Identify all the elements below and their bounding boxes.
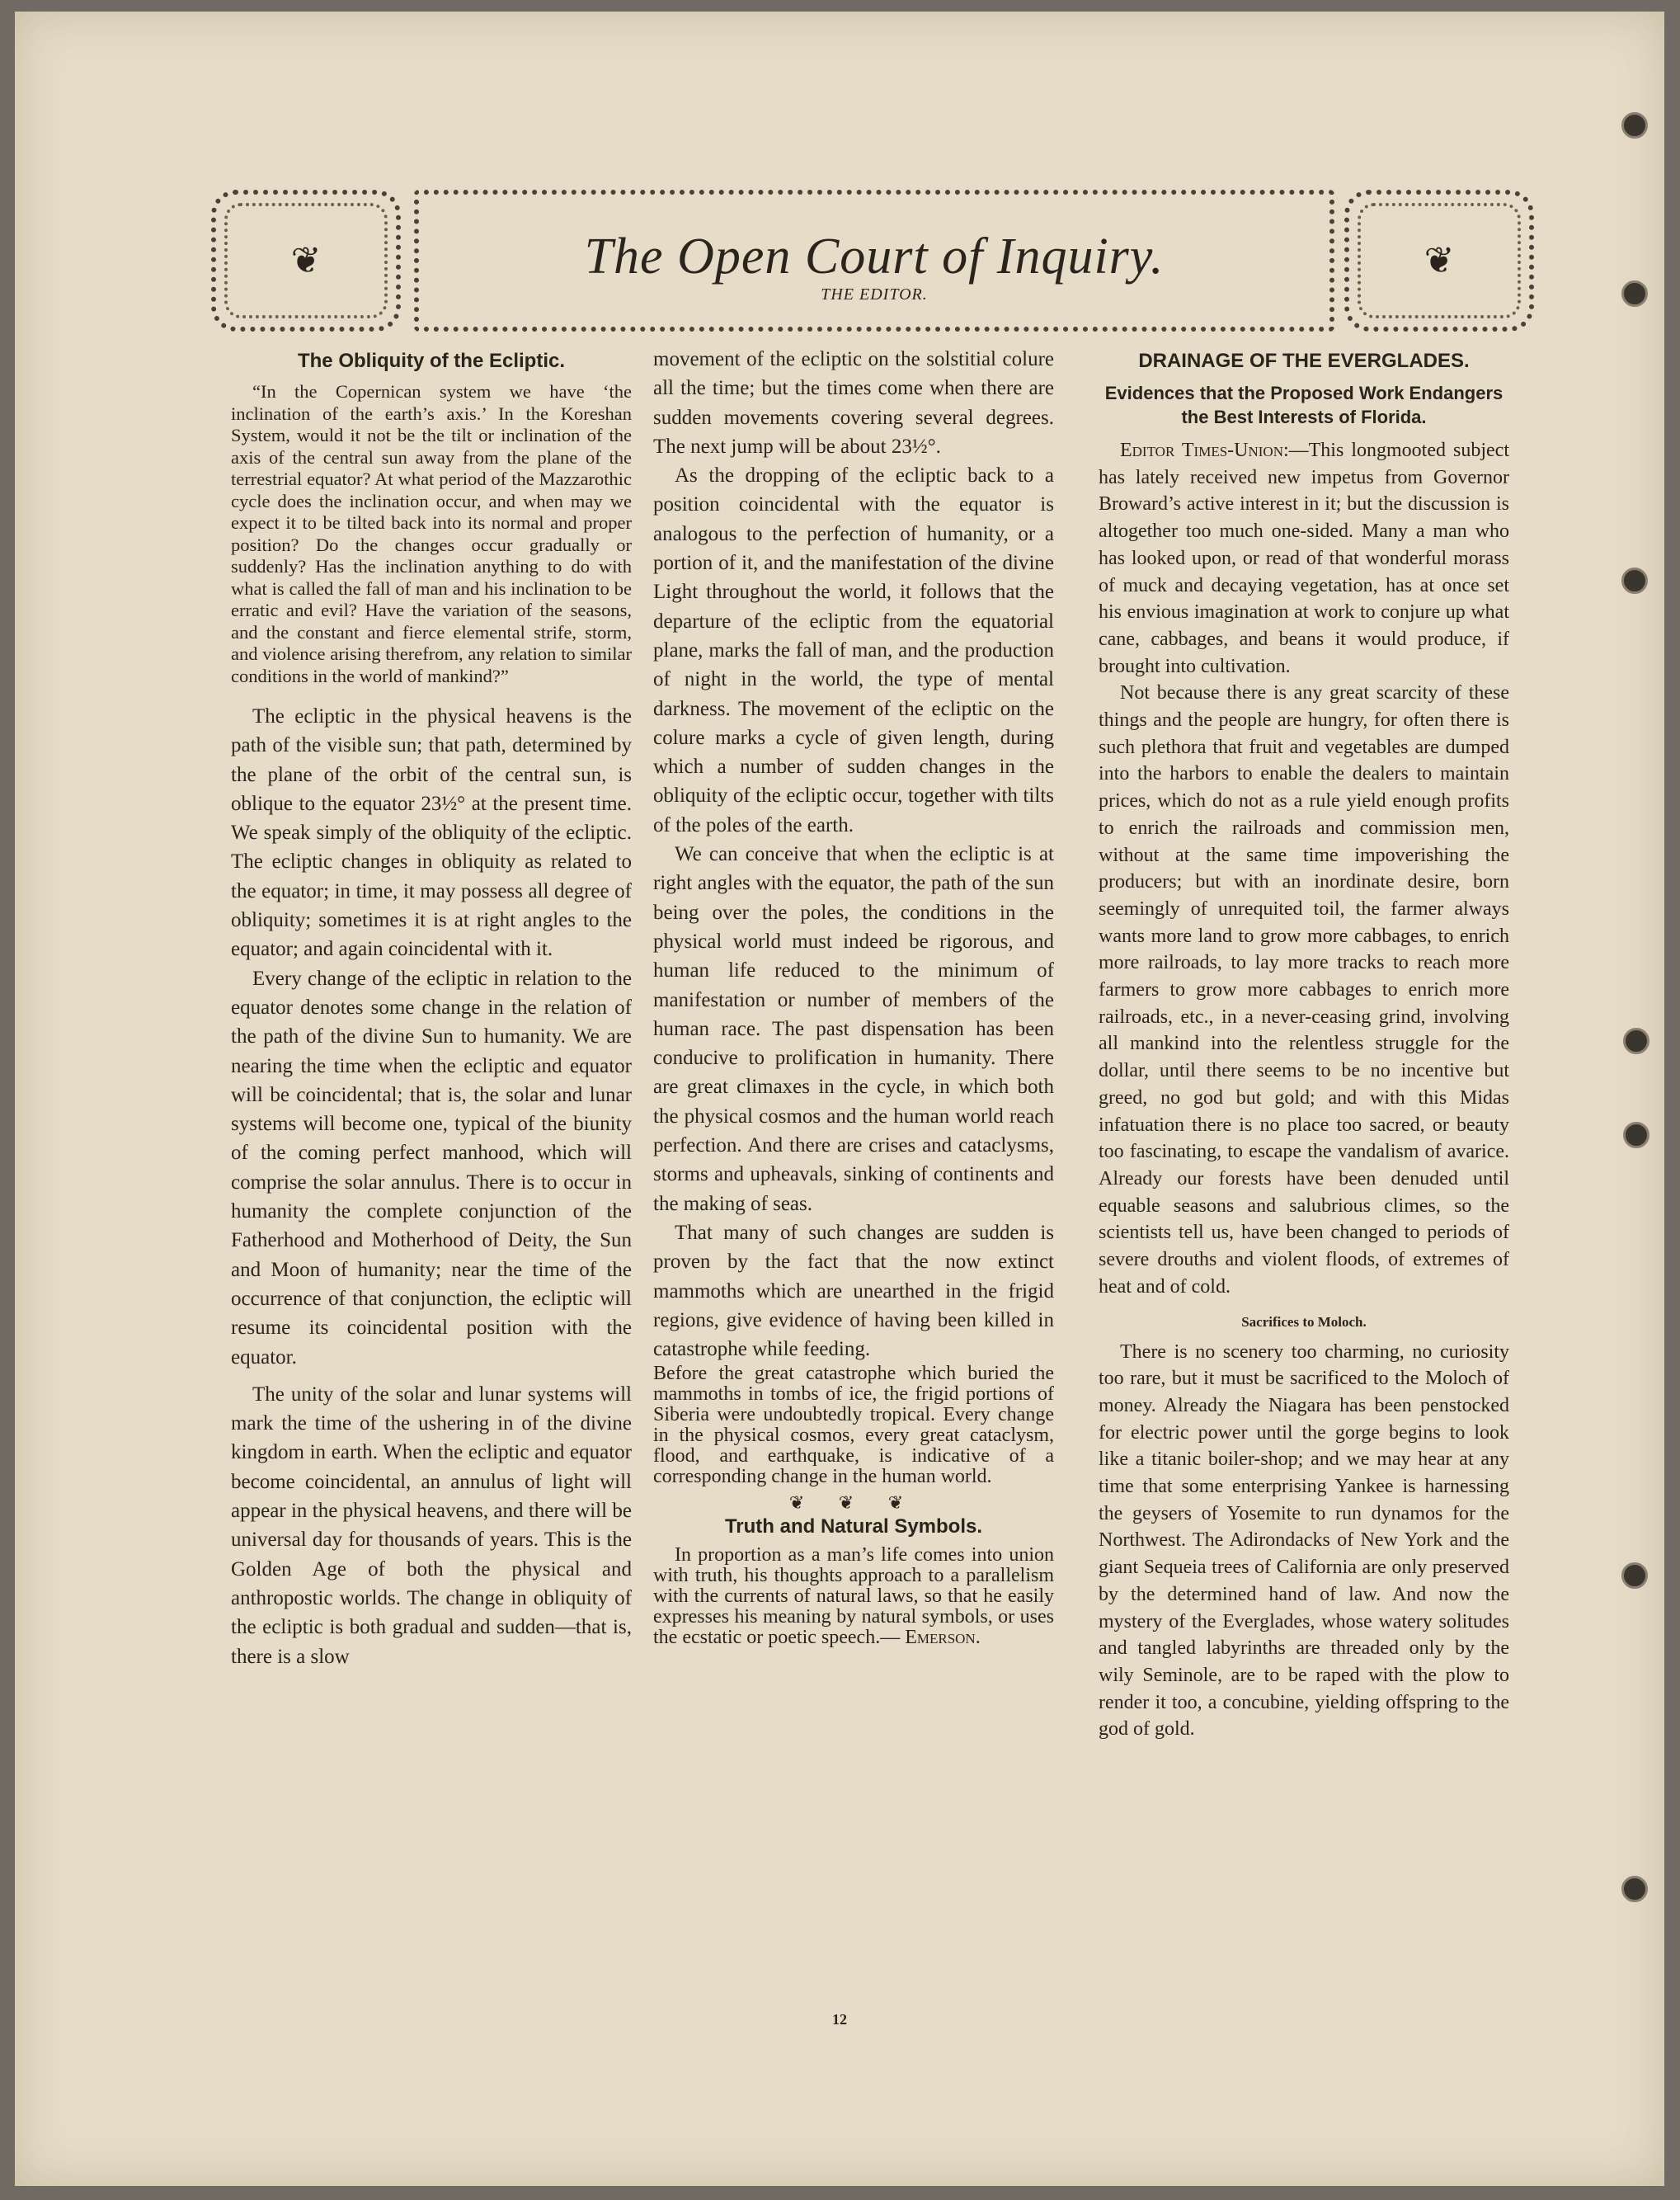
column-1 — [231, 345, 632, 1671]
paragraph: Every change of the ecliptic in relation to the equator denotes some change in the relation of the path of the divine Sun to humanity. We are nearing the time when the ecliptic and equator will be coincidental; that is, the solar and lunar systems will become one, typical of the biunity of the coming perfect manhood, which will comprise the solar annulus. There is to occur in humanity the complete conjunction of the Fatherhood and Motherhood of Deity, the Sun and Moon of humanity; near the time of the occurrence of that conjunction, the ecliptic will resume its coincidental position with the equator. — [231, 967, 632, 1369]
byline: THE EDITOR. — [821, 285, 928, 304]
paragraph: movement of the ecliptic on the solstitial colure all the time; but the times come when there are sudden movements covering several degrees. The next jump will be about 23½°. — [653, 348, 1054, 458]
header-ornament-right — [1344, 190, 1534, 332]
header-ornament-left — [211, 190, 401, 332]
emerson-quote — [653, 1545, 1054, 1648]
article-heading: Truth and Natural Symbols. — [724, 1515, 983, 1538]
article-subheading: Evidences that the Proposed Work Endangers the Best Interests of Florida. — [1104, 383, 1504, 427]
paragraph: That many of such changes are sudden is proven by the fact that the now extinct mammoths which are unearthed in the frigid regions, give evidence of having been killed in catastrophe while feeding. — [653, 1221, 1054, 1361]
paragraph: As the dropping of the ecliptic back to a position coincidental with the equator is analogous to the perfection of humanity, or a portion of it, and the manifestation of the divine Light throughout the world, it follows that the departure of the ecliptic from the equatorial plane, marks the fall of man, and the production of night in the world, the type of mental darkness. The movement of the ecliptic on the colure marks a cycle of given length, during which a number of sudden changes in the obliquity of the ecliptic occur, together with tilts of the poles of the earth. — [653, 464, 1054, 836]
article-heading: DRAINAGE OF THE EVERGLADES. — [1138, 350, 1470, 372]
paragraph: Not because there is any great scarcity of these things and the people are hungry, for often there is such plethora that fruit and vegetables are dumped into the harbors to enable the dealers to maintain prices, which do not as a rule yield enough profits to enrich the railroads and commission men, without at the same time impoverishing the producers; but with an inordinate desire, born seemingly of unrequited toil, the farmer always wants more land to grow more cabbages, to enrich more railroads, to lay more tracks to reach more farmers to grow more cabbages to enrich more railroads, etc., in a never-ceasing grind, involving all mankind into the relentless struggle for the dollar, until there seems to be no incentive but greed, no god but gold; and with this Midas infatuation there is no place too sacred, or beauty too fascinating, to escape the vandalism of avarice. Already our forests have been denuded until equable seasons and salubrious climes, so the scientists tell us, have been changed to periods of severe drouths and violent floods, of extremes of heat and of cold. — [1099, 682, 1509, 1298]
quote-attribution: Emerson. — [905, 1627, 981, 1649]
binding-hole — [1621, 280, 1648, 307]
paragraph: We can conceive that when the ecliptic is at right angles with the equator, the path of the sun being over the poles, the conditions in the physical world must indeed be rigorous, and human life reduced to the minimum of manifestation or number of members of the human race. The past dispensation has been conducive to prolification in humanity. There are great climaxes in the cycle, in which both the physical cosmos and the human world reach perfection. And there are crises and cataclysms, storms and upheavals, sinking of continents and the making of seas. — [653, 843, 1054, 1215]
column-2 — [653, 345, 1054, 1648]
column-3 — [1099, 345, 1509, 1743]
binding-hole — [1621, 1876, 1648, 1902]
binding-hole — [1621, 1562, 1648, 1589]
paragraph: There is no scenery too charming, no curiosity too rare, but it must be sacrificed to the Moloch of money. Already the Niagara has been penstocked for electric power until the gorge begins to look like a titanic boiler-shop; and we may hear at any time that some enterprising Yankee is harnessing the geysers of Yosemite to run dynamos for the Northwest. The Adirondacks of New York and the giant Sequeia trees of California are only preserved by the determined hand of law. And now the mystery of the Everglades, whose watery solitudes and tangled labyrinths are threaded only by the wily Seminole, are to be raped with the plow to render it too, a concubine, yielding offspring to the god of gold. — [1099, 1340, 1509, 1741]
paragraph-text: —This longmooted subject has lately received new impetus from Governor Broward’s active interest in it; but the discussion is altogether too much one-sided. Many a man who has looked upon, or read of that wonderful morass of muck and decaying vegetation, has at once set his envious imagination at work to conjure up what cane, cabbages, and beans it would produce, if brought into cultivation. — [1099, 440, 1509, 677]
section-heading: Sacrifices to Moloch. — [1241, 1313, 1367, 1330]
binding-hole — [1623, 1122, 1649, 1148]
salutation: Editor Times-Union: — [1120, 440, 1289, 461]
paragraph: The ecliptic in the physical heavens is the path of the visible sun; that path, determined by the plane of the orbit of the central sun, is oblique to the equator 23½° at the present time. We speak simply of the obliquity of the ecliptic. The ecliptic changes in obliquity as related to the equator; in time, it may possess all degree of obliquity; sometimes it is at right angles to the equator; and again coincidental with it. — [231, 705, 632, 961]
quote-text: In proportion as a man’s life comes into union with truth, his thoughts approach to a parallelism with the currents of natural laws, so that he easily expresses his meaning by natural symbols, or uses the ecstatic or poetic speech.— — [653, 1544, 1054, 1649]
paragraph: The unity of the solar and lunar systems will mark the time of the ushering in of the divine kingdom in earth. When the ecliptic and equator become coincidental, an annulus of light will appear in the physical heavens, and there will be universal day for thousands of years. This is the Golden Age of both the physical and anthropostic worlds. The change in obliquity of the ecliptic is both gradual and sudden—that is, there is a slow — [231, 1383, 632, 1668]
fleuron-icon: ❦ — [290, 240, 322, 281]
inquiry-quote: “In the Copernican system we have ‘the inclination of the earth’s axis.’ In the Koreshan System, would it not be the tilt or inclination of the axis of the central sun away from the plane of the terrestrial equator? At what period of the Mazzarothic cycle does the inclination occur, and when may we expect it to be tilted back into its normal and proper position? Do the changes occur gradually or suddenly? Has the inclination anything to do with what is called the fall of man and his inclination to be erratic and evil? Have the variation of the seasons, and the constant and fierce elemental strife, storm, and violence arising therefrom, any relation to similar conditions in the world of mankind?” — [231, 381, 632, 686]
paragraph — [1099, 437, 1509, 680]
binding-hole — [1623, 1028, 1649, 1054]
article-heading: The Obliquity of the Ecliptic. — [297, 350, 565, 372]
page-title: The Open Court of Inquiry. — [584, 228, 1165, 285]
header-title-frame — [414, 190, 1334, 332]
paragraph: Before the great catastrophe which buried the mammoths in tombs of ice, the frigid portions of Siberia were undoubtedly tropical. Every change in the physical cosmos, every great cataclysm, flood, and earthquake, is indicative of a corresponding change in the human world. — [653, 1363, 1054, 1488]
binding-hole — [1621, 568, 1648, 594]
fleuron-divider: ❦ ❦ ❦ — [788, 1492, 919, 1514]
binding-hole — [1621, 112, 1648, 139]
page — [15, 12, 1664, 2186]
fleuron-icon: ❦ — [1424, 240, 1455, 281]
page-number: 12 — [832, 2011, 847, 2028]
